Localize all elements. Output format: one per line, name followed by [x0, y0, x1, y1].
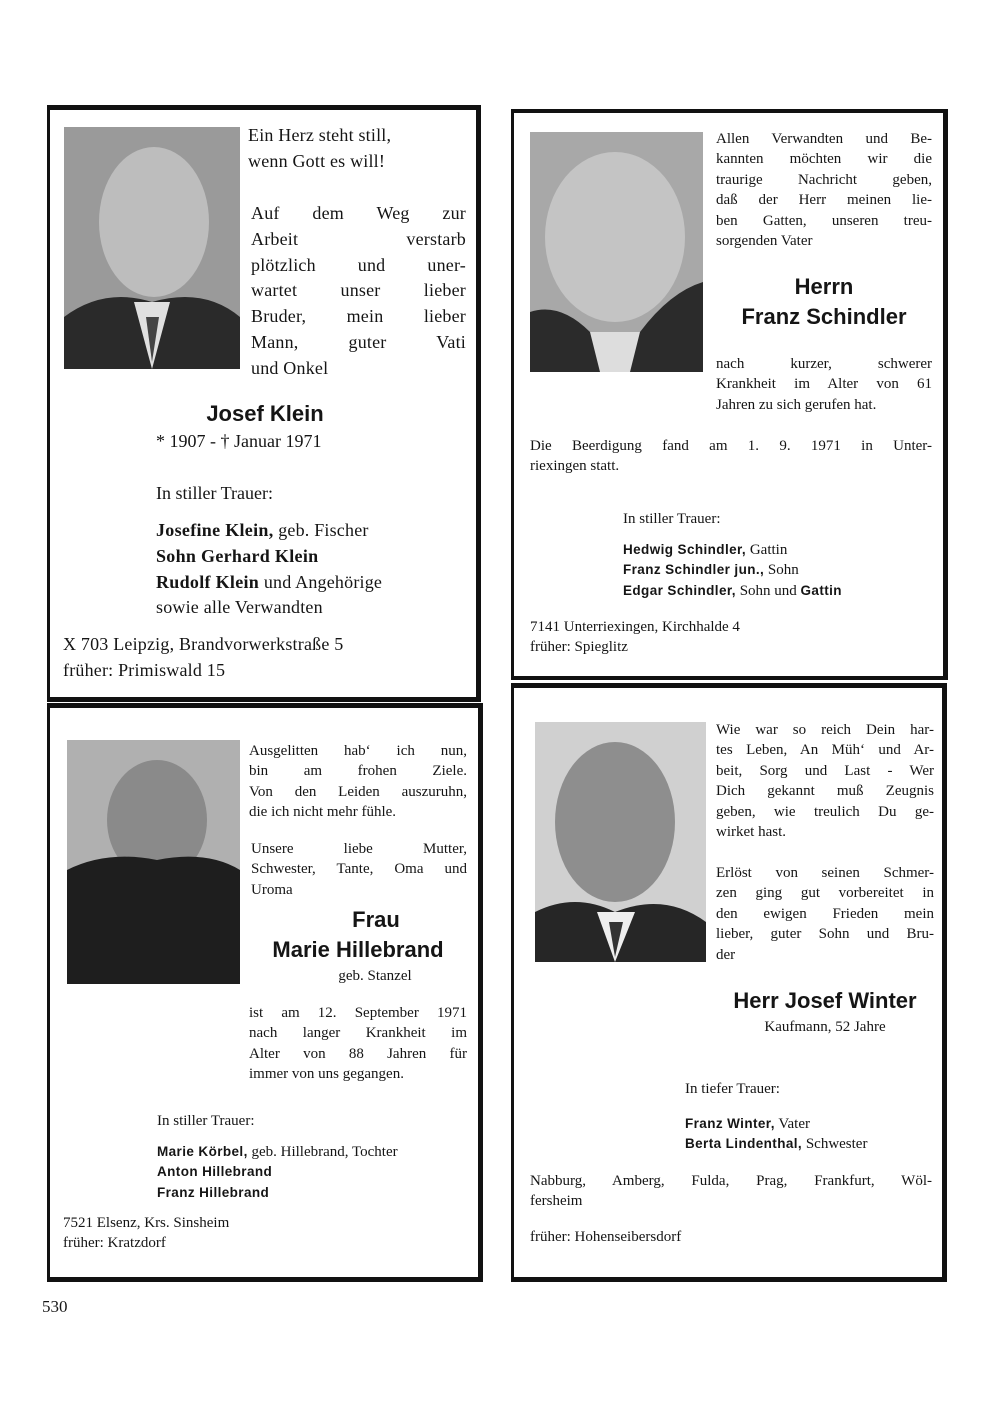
text-line: sorgenden Vater — [716, 233, 813, 250]
text-line: Schwester, Tante, Oma und — [251, 861, 467, 878]
verse — [249, 741, 467, 823]
text-line: Ausgelitten hab‘ ich nun, — [249, 743, 467, 759]
mourning-heading: In stiller Trauer: — [623, 511, 721, 527]
text-line: ben Gatten, unseren treu- — [716, 212, 932, 229]
mourner — [685, 1134, 867, 1154]
text-line: Erlöst von seinen Schmer- — [716, 865, 934, 881]
mourner-relation: Vater — [774, 1116, 810, 1132]
mourner-relation: Sohn — [764, 562, 799, 579]
text-line: geben, wie treulich Du ge- — [716, 803, 934, 820]
mourner-name: Rudolf Klein — [156, 571, 260, 592]
mourner — [623, 560, 842, 580]
mourner-name: Franz Schindler jun., — [623, 562, 765, 578]
mourner-name: Anton Hillebrand — [157, 1164, 273, 1180]
text-line: ist am 12. September 1971 — [249, 1005, 467, 1021]
text-line: nach langer Krankheit im — [249, 1025, 467, 1042]
text-line: Alter von 88 Jahren für — [249, 1045, 467, 1062]
mourner-relation: geb. Hillebrand, Tochter — [247, 1144, 398, 1160]
deceased-name: Franz Schindler — [741, 304, 907, 329]
text-line: nach kurzer, schwerer — [716, 356, 932, 372]
portrait-photo — [535, 722, 706, 962]
text-line: Dich gekannt muß Zeugnis — [716, 783, 934, 800]
mourner — [156, 570, 382, 596]
text-line: den ewigen Frieden mein — [716, 905, 934, 922]
funeral-text — [530, 436, 932, 477]
mourner — [157, 1142, 398, 1162]
mourner — [156, 518, 382, 544]
death-text — [716, 354, 932, 415]
verse — [716, 720, 934, 842]
text-line: Ein Herz steht still, — [248, 125, 392, 145]
mourner-name: Marie Körbel, — [157, 1144, 248, 1159]
text-line: riexingen statt. — [530, 458, 620, 475]
address — [63, 1213, 229, 1254]
page-number: 530 — [42, 1297, 68, 1316]
intro-text — [251, 839, 467, 900]
mourner-name: Franz Winter, — [685, 1116, 775, 1131]
text-line: Bruder, mein lieber — [251, 306, 466, 327]
mourner-relation: sowie alle Verwandten — [156, 597, 323, 618]
text-line: lieber, guter Sohn und Bru- — [716, 926, 934, 943]
text-line: Unsere liebe Mutter, — [251, 841, 467, 857]
mourners-list — [685, 1114, 867, 1155]
mourner — [156, 544, 382, 570]
text-line: früher: Primiswald 15 — [63, 659, 226, 680]
places-text — [530, 1171, 932, 1212]
mourner — [156, 595, 382, 621]
text-line: wenn Gott es will! — [248, 150, 386, 171]
portrait-photo — [530, 132, 703, 372]
text-line: die ich nicht mehr fühle. — [249, 804, 397, 821]
text-line: 7141 Unterriexingen, Kirchhalde 4 — [530, 619, 740, 635]
mourning-heading: In tiefer Trauer: — [685, 1081, 780, 1097]
address — [530, 617, 740, 658]
text-line: Allen Verwandten und Be- — [716, 131, 932, 147]
text-line: früher: Kratzdorf — [63, 1235, 166, 1252]
text-line: Mann, guter Vati — [251, 331, 466, 352]
text-line: Jahren zu sich gerufen hat. — [716, 396, 877, 413]
text-line: früher: Spieglitz — [530, 639, 628, 656]
text-line: Arbeit verstarb — [251, 228, 466, 249]
mourners-list — [623, 540, 842, 601]
address — [63, 632, 343, 684]
text-line: beit, Sorg und Last - Wer — [716, 762, 934, 779]
mourner — [157, 1162, 398, 1182]
title: Frau — [352, 907, 400, 932]
text-line: wartet unser lieber — [251, 280, 466, 301]
mourner-name: Sohn Gerhard Klein — [156, 545, 319, 566]
maiden-name: geb. Stanzel — [338, 968, 412, 984]
mourning-heading: In stiller Trauer: — [156, 483, 273, 503]
text-line: Auf dem Weg zur — [251, 203, 466, 223]
text-line: bin am frohen Ziele. — [249, 763, 467, 780]
mourner-relation: Gattin — [746, 542, 788, 558]
mourner-relation: geb. Fischer — [273, 520, 369, 540]
text-line: Wie war so reich Dein har- — [716, 722, 934, 738]
text-line: immer von uns gegangen. — [249, 1066, 404, 1083]
life-dates: * 1907 - † Januar 1971 — [156, 431, 322, 451]
address — [530, 1227, 681, 1247]
mourner-name: Berta Lindenthal, — [685, 1136, 803, 1152]
text-line: kannten möchten wir die — [716, 151, 932, 168]
text-line: traurige Nachricht geben, — [716, 171, 932, 188]
text-line: Die Beerdigung fand am 1. 9. 1971 in Unter- — [530, 438, 932, 454]
text-line: früher: Hohenseibersdorf — [530, 1229, 682, 1245]
deceased-name: Herr Josef Winter — [733, 988, 917, 1013]
mourner — [623, 581, 842, 601]
mourner-name: Hedwig Schindler, — [623, 542, 747, 557]
text-line: Nabburg, Amberg, Fulda, Prag, Frankfurt, Wöl- — [530, 1173, 932, 1189]
intro-text — [251, 201, 466, 382]
text-line: 7521 Elsenz, Krs. Sinsheim — [63, 1215, 230, 1231]
mourner-name: Josefine Klein, — [156, 520, 274, 540]
text-line: Uroma — [251, 881, 293, 898]
mourners-list — [156, 518, 382, 621]
mourner-relation: und Angehörige — [259, 571, 383, 592]
death-text — [249, 1003, 467, 1085]
text-line: tes Leben, An Müh‘ und Ar- — [716, 742, 934, 759]
text-line: und Onkel — [251, 357, 329, 378]
mourner-relation: Sohn und — [735, 582, 801, 599]
portrait-photo — [64, 127, 240, 369]
title: Herrn — [794, 274, 854, 299]
mourner-name: Edgar Schindler, — [623, 582, 736, 598]
text-line: wirket hast. — [716, 824, 786, 841]
mourner-name: Franz Hillebrand — [157, 1184, 270, 1200]
deceased-name: Marie Hillebrand — [272, 937, 444, 962]
text-line: fersheim — [530, 1193, 583, 1210]
text-line: Von den Leiden auszuruhn, — [249, 783, 467, 800]
text-line: zen ging gut vorbereitet in — [716, 885, 934, 902]
mourners-list — [157, 1142, 398, 1203]
deceased-name: Josef Klein — [206, 401, 324, 426]
verse — [248, 123, 444, 175]
mourner-name: Gattin — [800, 582, 842, 598]
intro-text — [716, 863, 934, 965]
text-line: plötzlich und uner- — [251, 254, 466, 275]
text-line: X 703 Leipzig, Brandvorwerkstraße 5 — [63, 634, 344, 654]
portrait-photo — [67, 740, 240, 984]
mourner — [685, 1114, 867, 1134]
occupation-age: Kaufmann, 52 Jahre — [764, 1019, 886, 1035]
mourner — [623, 540, 842, 560]
text-line: der — [716, 946, 736, 963]
text-line: daß der Herr meinen lie- — [716, 192, 932, 209]
intro-text — [716, 129, 932, 251]
mourning-heading: In stiller Trauer: — [157, 1113, 255, 1129]
mourner-relation: Schwester — [802, 1136, 868, 1153]
mourner — [157, 1183, 398, 1203]
text-line: Krankheit im Alter von 61 — [716, 376, 932, 393]
